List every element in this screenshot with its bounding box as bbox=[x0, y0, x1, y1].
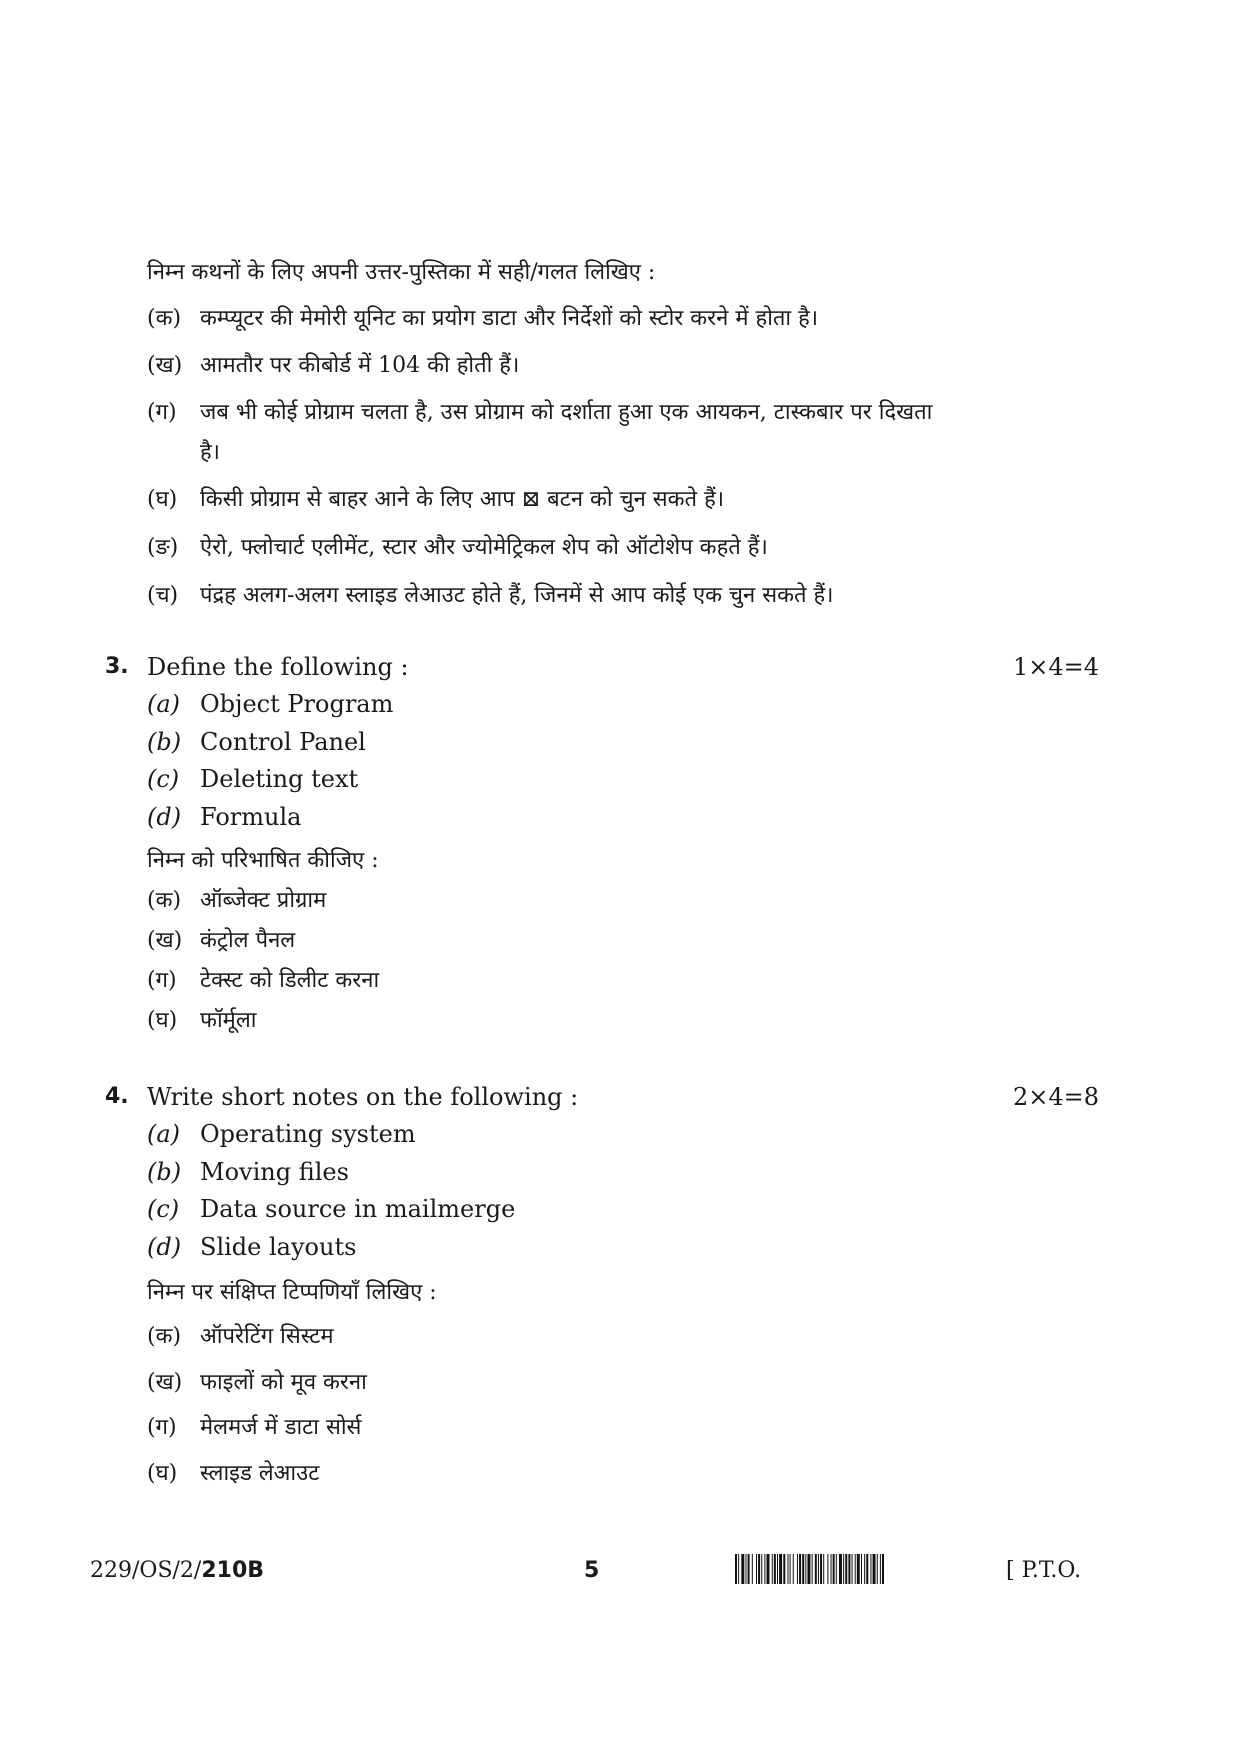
hindi-item-text: फॉर्मूला bbox=[200, 1008, 257, 1033]
question-number: 3. bbox=[105, 654, 129, 679]
pto-label: [ P.T.O. bbox=[1006, 1558, 1082, 1583]
q2-hindi-item-text: कम्प्यूटर की मेमोरी यूनिट का प्रयोग डाटा और निर्देशों को स्टोर करने में होता है। bbox=[200, 306, 819, 331]
q2-hindi-item-label: (क) bbox=[147, 306, 182, 331]
item-text: Object Program bbox=[200, 690, 394, 718]
hindi-item-text: ऑपरेटिंग सिस्टम bbox=[200, 1324, 334, 1349]
q2-hindi-item-label: (ख) bbox=[147, 353, 183, 378]
question-prompt: Write short notes on the following : bbox=[147, 1083, 579, 1111]
item-label: (d) bbox=[147, 803, 182, 831]
hindi-item-text: स्लाइड लेआउट bbox=[200, 1461, 320, 1486]
hindi-prompt: निम्न को परिभाषित कीजिए : bbox=[147, 848, 379, 873]
q2-hindi-item-text: पंद्रह अलग-अलग स्लाइड लेआउट होते हैं, जिनमें से आप कोई एक चुन सकते हैं। bbox=[200, 583, 834, 608]
page-number: 5 bbox=[584, 1558, 600, 1583]
item-label: (d) bbox=[147, 1233, 182, 1261]
q2-hindi-item-text: ऐरो, फ्लोचार्ट एलीमेंट, स्टार और ज्योमेट्रिकल शेप को ऑटोशेप कहते हैं। bbox=[200, 535, 768, 560]
barcode-image bbox=[735, 1554, 997, 1584]
item-label: (a) bbox=[147, 1120, 181, 1148]
hindi-item-label: (ग) bbox=[147, 1415, 177, 1440]
hindi-item-label: (ख) bbox=[147, 928, 183, 953]
item-text: Slide layouts bbox=[200, 1233, 357, 1261]
question-number: 4. bbox=[105, 1084, 129, 1109]
item-label: (a) bbox=[147, 690, 181, 718]
item-label: (c) bbox=[147, 1195, 180, 1223]
hindi-item-text: ऑब्जेक्ट प्रोग्राम bbox=[200, 888, 327, 913]
q2-hindi-item-label: (घ) bbox=[147, 487, 178, 512]
hindi-item-text: फाइलों को मूव करना bbox=[200, 1370, 367, 1395]
item-label: (c) bbox=[147, 765, 180, 793]
item-text: Deleting text bbox=[200, 765, 359, 793]
hindi-item-label: (घ) bbox=[147, 1008, 178, 1033]
q2-hindi-item-text: किसी प्रोग्राम से बाहर आने के लिए आप ⊠ बटन को चुन सकते हैं। bbox=[200, 487, 725, 512]
hindi-prompt: निम्न पर संक्षिप्त टिप्पणियाँ लिखिए : bbox=[147, 1280, 437, 1305]
hindi-item-label: (क) bbox=[147, 888, 182, 913]
item-text: Data source in mailmerge bbox=[200, 1195, 516, 1223]
marks-allocation: 2×4=8 bbox=[1013, 1083, 1100, 1111]
hindi-item-label: (घ) bbox=[147, 1461, 178, 1486]
item-label: (b) bbox=[147, 1158, 182, 1186]
paper-code-prefix: 229/OS/2/ bbox=[90, 1558, 202, 1583]
hindi-item-label: (क) bbox=[147, 1324, 182, 1349]
marks-allocation: 1×4=4 bbox=[1013, 653, 1100, 681]
item-text: Control Panel bbox=[200, 728, 366, 756]
q2-hindi-item-label: (च) bbox=[147, 583, 179, 608]
hindi-item-text: कंट्रोल पैनल bbox=[200, 928, 296, 953]
q2-hindi-item-text: जब भी कोई प्रोग्राम चलता है, उस प्रोग्राम को दर्शाता हुआ एक आयकन, टास्कबार पर दिखता bbox=[200, 400, 933, 425]
paper-code-set: 210B bbox=[201, 1558, 265, 1583]
item-text: Moving files bbox=[200, 1158, 349, 1186]
paper-code bbox=[90, 1556, 264, 1586]
item-text: Operating system bbox=[200, 1120, 416, 1148]
hindi-item-label: (ख) bbox=[147, 1370, 183, 1395]
q2-hindi-instruction: निम्न कथनों के लिए अपनी उत्तर-पुस्तिका में सही/गलत लिखिए : bbox=[147, 260, 656, 285]
q2-hindi-item-text-continuation: है। bbox=[200, 440, 221, 465]
hindi-item-label: (ग) bbox=[147, 968, 177, 993]
q2-hindi-item-label: (ङ) bbox=[147, 535, 179, 560]
q2-hindi-item-text: आमतौर पर कीबोर्ड में 104 की होती हैं। bbox=[200, 353, 520, 378]
question-prompt: Define the following : bbox=[147, 653, 409, 681]
item-text: Formula bbox=[200, 803, 302, 831]
hindi-item-text: मेलमर्ज में डाटा सोर्स bbox=[200, 1415, 362, 1440]
item-label: (b) bbox=[147, 728, 182, 756]
hindi-item-text: टेक्स्ट को डिलीट करना bbox=[200, 968, 380, 993]
q2-hindi-item-label: (ग) bbox=[147, 400, 177, 425]
